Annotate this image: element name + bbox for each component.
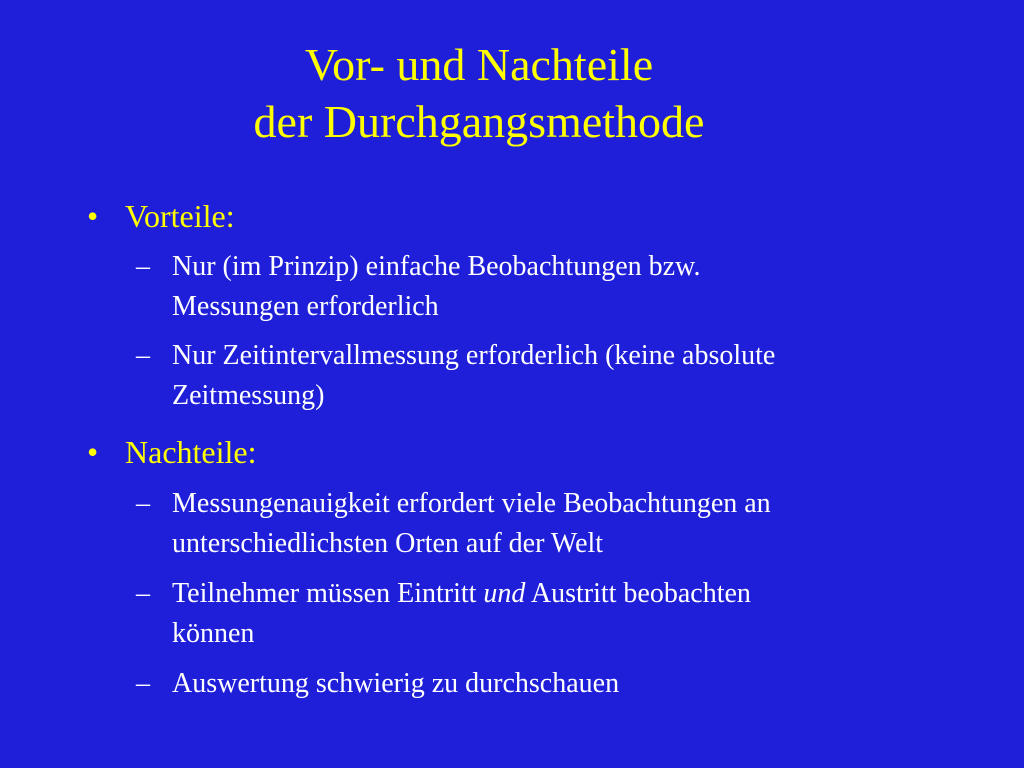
vorteile-item-2-line-2: Zeitmessung) <box>172 380 325 411</box>
slide-title <box>0 36 958 150</box>
bullet-nachteile <box>87 433 256 471</box>
dash-icon: – <box>136 578 150 609</box>
nachteile-item-2-text-after: Austritt beobachten <box>525 578 751 609</box>
vorteile-item-1-line-1: Nur (im Prinzip) einfache Beobachtungen bzw. <box>172 251 701 282</box>
bullet-vorteile <box>87 197 235 235</box>
bullet-icon: • <box>87 434 99 470</box>
nachteile-item-2-text-before: Teilnehmer müssen Eintritt <box>172 578 484 609</box>
nachteile-item-2-emphasis: und <box>483 578 526 609</box>
bullet-icon: • <box>87 198 99 234</box>
bullet-vorteile-label: Vorteile: <box>125 198 235 234</box>
title-line-1: Vor- und Nachteile <box>304 39 654 90</box>
dash-icon: – <box>136 668 150 699</box>
nachteile-item-2 <box>136 574 936 654</box>
dash-icon: – <box>136 488 150 519</box>
dash-icon: – <box>136 251 150 282</box>
nachteile-item-2-line-2: können <box>172 618 255 649</box>
vorteile-item-2 <box>136 336 936 416</box>
nachteile-item-3 <box>136 664 936 704</box>
nachteile-item-1-line-2: unterschiedlichsten Orten auf der Welt <box>172 528 604 559</box>
dash-icon: – <box>136 340 150 371</box>
nachteile-item-1-line-1: Messungenauigkeit erfordert viele Beobachtungen an <box>172 488 771 519</box>
nachteile-item-3-line-1: Auswertung schwierig zu durchschauen <box>172 668 620 699</box>
title-line-2: der Durchgangsmethode <box>253 96 705 147</box>
nachteile-item-2-line-1 <box>172 574 936 614</box>
bullet-nachteile-label: Nachteile: <box>125 434 257 470</box>
vorteile-item-1-line-2: Messungen erforderlich <box>172 291 439 322</box>
vorteile-item-2-line-1: Nur Zeitintervallmessung erforderlich (keine absolute <box>172 340 776 371</box>
vorteile-item-1 <box>136 247 936 327</box>
nachteile-item-1 <box>136 484 936 564</box>
